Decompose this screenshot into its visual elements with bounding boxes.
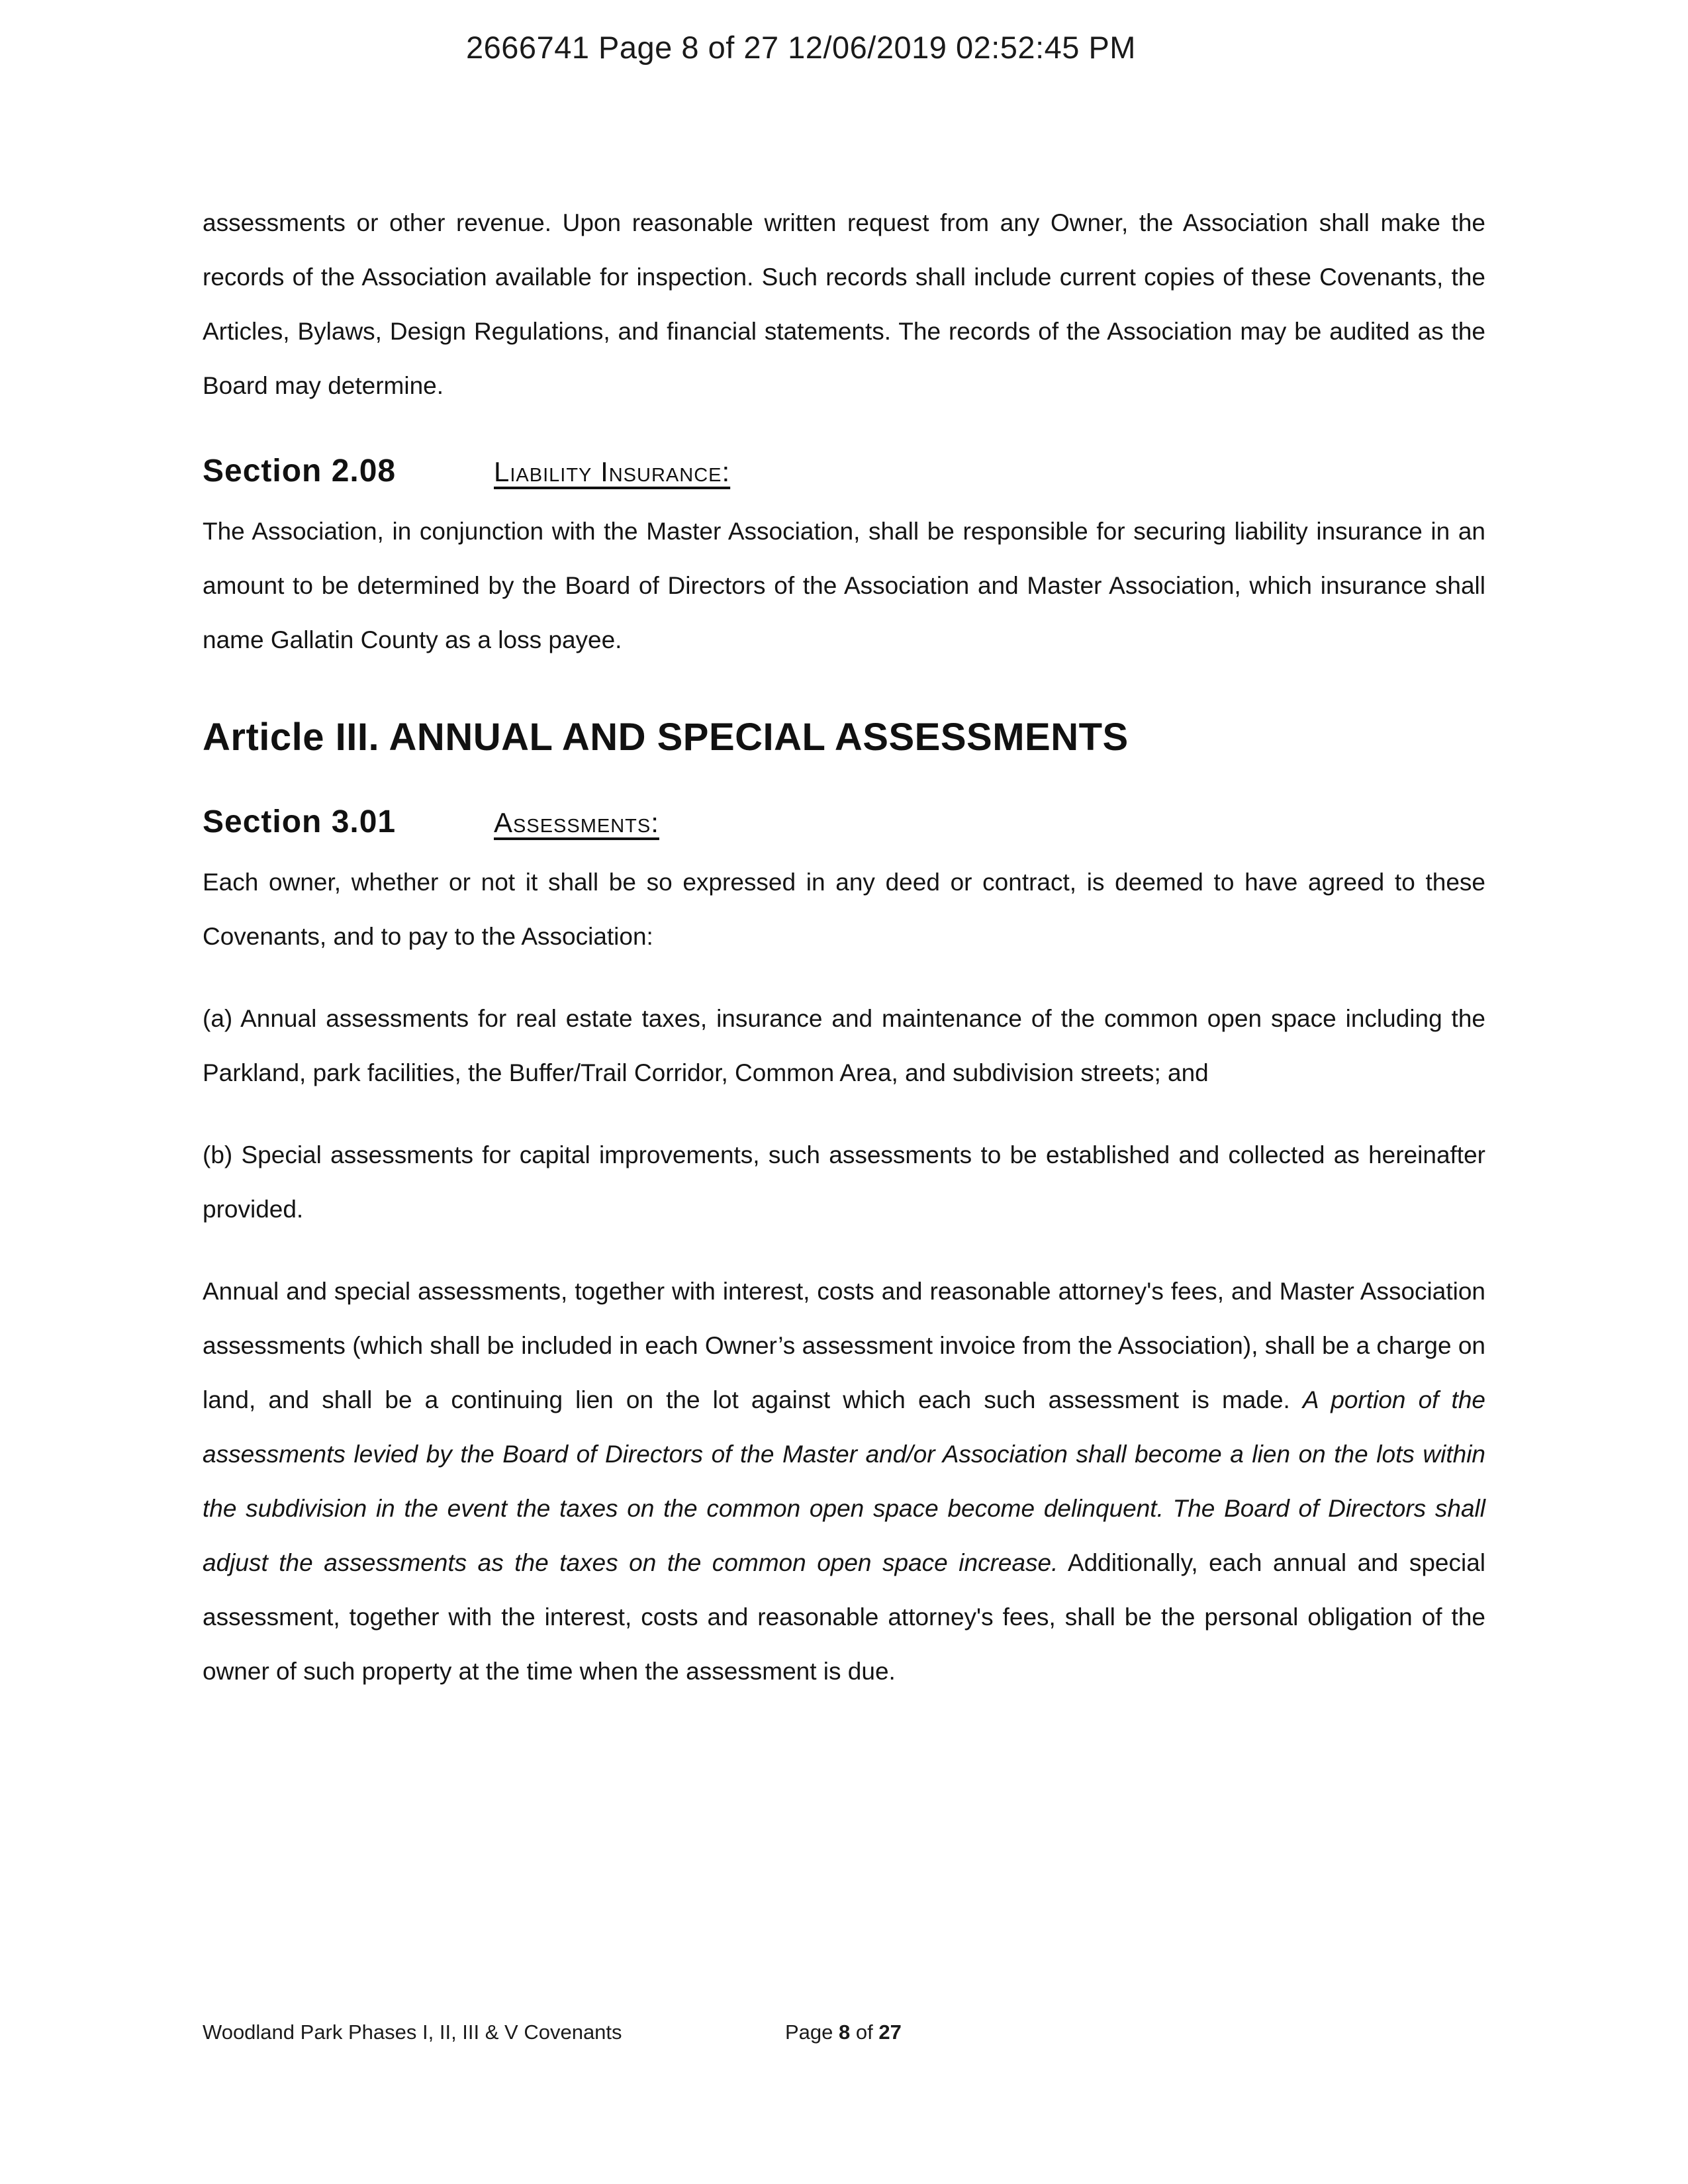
footer-page-number xyxy=(785,2020,902,2044)
section-title: Assessments: xyxy=(494,807,659,838)
section-number: Section 2.08 xyxy=(203,453,397,489)
paragraph-lien xyxy=(203,1264,1485,1699)
lien-text-italic: A portion of the assessments levied by the Board of Directors of the Master and/or Association shall become a lien on the lots within the subdivision in the event the taxes on the common open space become delinquent. The Board of Directors shall adjust the assessments as the taxes on the common open space increase. xyxy=(203,1386,1485,1576)
section-2-08-heading xyxy=(203,438,1485,504)
footer-page-label: Page xyxy=(785,2020,833,2044)
footer-doc-title: Woodland Park Phases I, II, III & V Covenants xyxy=(203,2020,622,2044)
footer-page-of: of xyxy=(855,2020,873,2044)
lien-text-part2: Additionally, each annual and special assessment, together with the interest, costs and reasonable attorney's fees, shall be the personal obligation of the owner of such property at the time when the assessment is due. xyxy=(203,1549,1485,1685)
recording-stamp: 2666741 Page 8 of 27 12/06/2019 02:52:45 PM xyxy=(466,30,1136,65)
lien-text-part1: Annual and special assessments, together with interest, costs and reasonable attorney's fees, and Master Association assessments (which shall be included in each Owner’s assessment invoice from the Association), shall be a charge on land, and shall be a continuing lien on the lot against which each such assessment is made. xyxy=(203,1278,1486,1413)
article-3-heading: Article III. ANNUAL AND SPECIAL ASSESSMENTS xyxy=(203,716,1129,759)
footer-page-total: 27 xyxy=(878,2020,902,2044)
paragraph-liability-insurance: The Association, in conjunction with the Master Association, shall be responsible for securing liability insurance in an amount to be determined by the Board of Directors of the Association and Master Association, which insurance shall name Gallatin County as a loss payee. xyxy=(203,518,1485,653)
section-number: Section 3.01 xyxy=(203,804,397,839)
paragraph-item-b: (b) Special assessments for capital improvements, such assessments to be established and collected as hereinafter provided. xyxy=(203,1141,1485,1223)
paragraph-records: assessments or other revenue. Upon reasonable written request from any Owner, the Association shall make the records of the Association available for inspection. Such records shall include current copies of these Covenants, the Articles, Bylaws, Design Regulations, and financial statements. The records of the Association may be audited as the Board may determine. xyxy=(203,209,1485,399)
paragraph-assessments-intro: Each owner, whether or not it shall be so expressed in any deed or contract, is deemed to have agreed to these Covenants, and to pay to the Association: xyxy=(203,869,1485,950)
paragraph-item-a: (a) Annual assessments for real estate taxes, insurance and maintenance of the common open space including the Parkland, park facilities, the Buffer/Trail Corridor, Common Area, and subdivision streets; and xyxy=(203,1005,1485,1086)
document-body xyxy=(203,196,1485,1699)
footer-page-current: 8 xyxy=(839,2020,851,2044)
section-3-01-heading xyxy=(203,789,1485,855)
section-title: Liability Insurance: xyxy=(494,456,731,487)
